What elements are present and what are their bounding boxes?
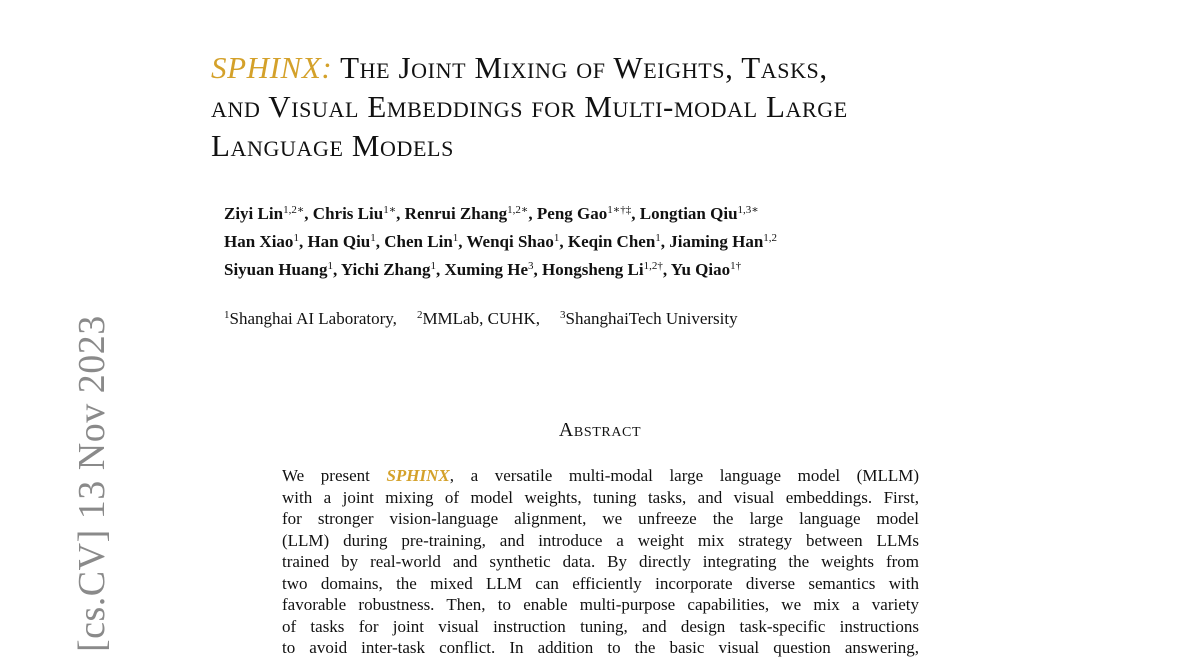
author-name: Han Qiu	[307, 232, 371, 251]
affiliation-name: ShanghaiTech University	[565, 309, 738, 328]
abstract-line: trained by real-world and synthetic data. By directly integrating the weights from	[282, 552, 919, 571]
author-affiliation-mark: 1∗	[383, 204, 397, 216]
abstract-line: (LLM) during pre-training, and introduce a weight mix strategy between LLMs	[282, 530, 919, 550]
abstract-line: to avoid inter-task conflict. In addition to the basic visual question answering,	[282, 638, 919, 657]
affiliations	[224, 307, 738, 331]
author-name: Siyuan Huang	[224, 260, 328, 279]
author-affiliation-mark: 1,2†	[643, 260, 663, 272]
author-name: Longtian Qiu	[639, 204, 738, 223]
abstract-body	[282, 465, 919, 659]
author-name: Peng Gao	[536, 204, 608, 223]
abstract-text: We present	[282, 466, 387, 485]
author-name: Jiaming Han	[669, 232, 764, 251]
abstract-brand: SPHINX	[386, 466, 450, 485]
abstract-line: of tasks for joint visual instruction tuning, and design task-specific instructions	[282, 616, 919, 636]
author-name: Ziyi Lin	[224, 204, 284, 223]
affiliation-mark: 1	[224, 309, 230, 321]
author-affiliation-mark: 1	[327, 260, 333, 272]
author-name: Yu Qiao	[670, 260, 731, 279]
author-line: Siyuan Huang$^1$, Yichi Zhang$^1$, Xuming He$^3$, Hongsheng $Li^{1,2\dagger}$, Yu Qiao$^{1\dagger}$	[224, 260, 742, 279]
author-name: Yichi Zhang	[340, 260, 431, 279]
arxiv-stamp	[26, 300, 113, 652]
author-name: Chris Liu	[312, 204, 384, 223]
author-line: Han Xiao$^1$, Han Qiu$^1$, Chen Lin$^1$, Wenqi Shao$^1$, Keqin Chen$^1$, Jiaming Han$^{1,2}$	[224, 232, 778, 251]
author-affiliation-mark: 1,2∗	[507, 204, 529, 216]
abstract-text: , a versatile multi-modal large language model (MLLM)	[449, 466, 920, 485]
author-affiliation-mark: 3	[528, 260, 534, 272]
author-name: Han Xiao	[224, 232, 294, 251]
author-list	[224, 200, 984, 284]
author-name: Xuming He	[444, 260, 529, 279]
author-affiliation-mark: 1	[452, 232, 459, 244]
author-name: Chen Lin	[384, 232, 453, 251]
author-name: Hongsheng Li	[542, 260, 644, 279]
author-affiliation-mark: 1	[370, 232, 376, 244]
author-line: Ziyi Lin$^{1,2∗}$, Chris Liu$^{1∗}$, Renrui Zhang$^{1,2∗}$, Peng Gao$^{1∗\dagger\ddagger}$, Longtian Qiu$^{1,3∗}$	[224, 204, 759, 223]
author-affiliation-mark: 1	[655, 232, 661, 244]
abstract-line: two domains, the mixed LLM can efficiently incorporate diverse semantics with	[282, 573, 919, 593]
author-affiliation-mark: 1	[430, 260, 436, 272]
title-line-1: The Joint Mixing of Weights, Tasks,	[332, 50, 828, 85]
author-name: Keqin Chen	[567, 232, 656, 251]
author-affiliation-mark: 1∗†‡	[607, 204, 632, 216]
title-brand: SPHINX:	[211, 50, 333, 85]
author-name: Wenqi Shao	[466, 232, 554, 251]
affiliation-name: MMLab, CUHK,	[422, 309, 541, 328]
abstract-line: for stronger vision-language alignment, we unfreeze the large language model	[282, 509, 919, 528]
affiliation-mark: 3	[560, 309, 566, 321]
author-affiliation-mark: 1	[553, 232, 560, 244]
abstract-heading: Abstract	[558, 419, 642, 441]
affiliation-mark: 2	[416, 309, 423, 321]
author-affiliation-mark: 1	[293, 232, 299, 244]
title-line-2: and Visual Embeddings for Multi-modal Large	[211, 89, 848, 124]
abstract-line: with a joint mixing of model weights, tuning tasks, and visual embeddings. First,	[282, 487, 919, 507]
title-line-3: Language Models	[211, 128, 454, 163]
affiliation-name: Shanghai AI Laboratory,	[229, 309, 397, 328]
author-affiliation-mark: 1,2∗	[283, 204, 305, 216]
abstract-line: favorable robustness. Then, to enable multi-purpose capabilities, we mix a variety	[282, 595, 919, 614]
author-affiliation-mark: 1†	[730, 260, 742, 272]
paper-title	[211, 48, 1031, 165]
author-name: Renrui Zhang	[404, 204, 508, 223]
arxiv-stamp-text: [cs.CV] 13 Nov 2023	[71, 315, 113, 652]
abstract-line	[282, 465, 919, 487]
author-affiliation-mark: 1,3∗	[737, 204, 759, 216]
author-affiliation-mark: 1,2	[763, 232, 778, 244]
